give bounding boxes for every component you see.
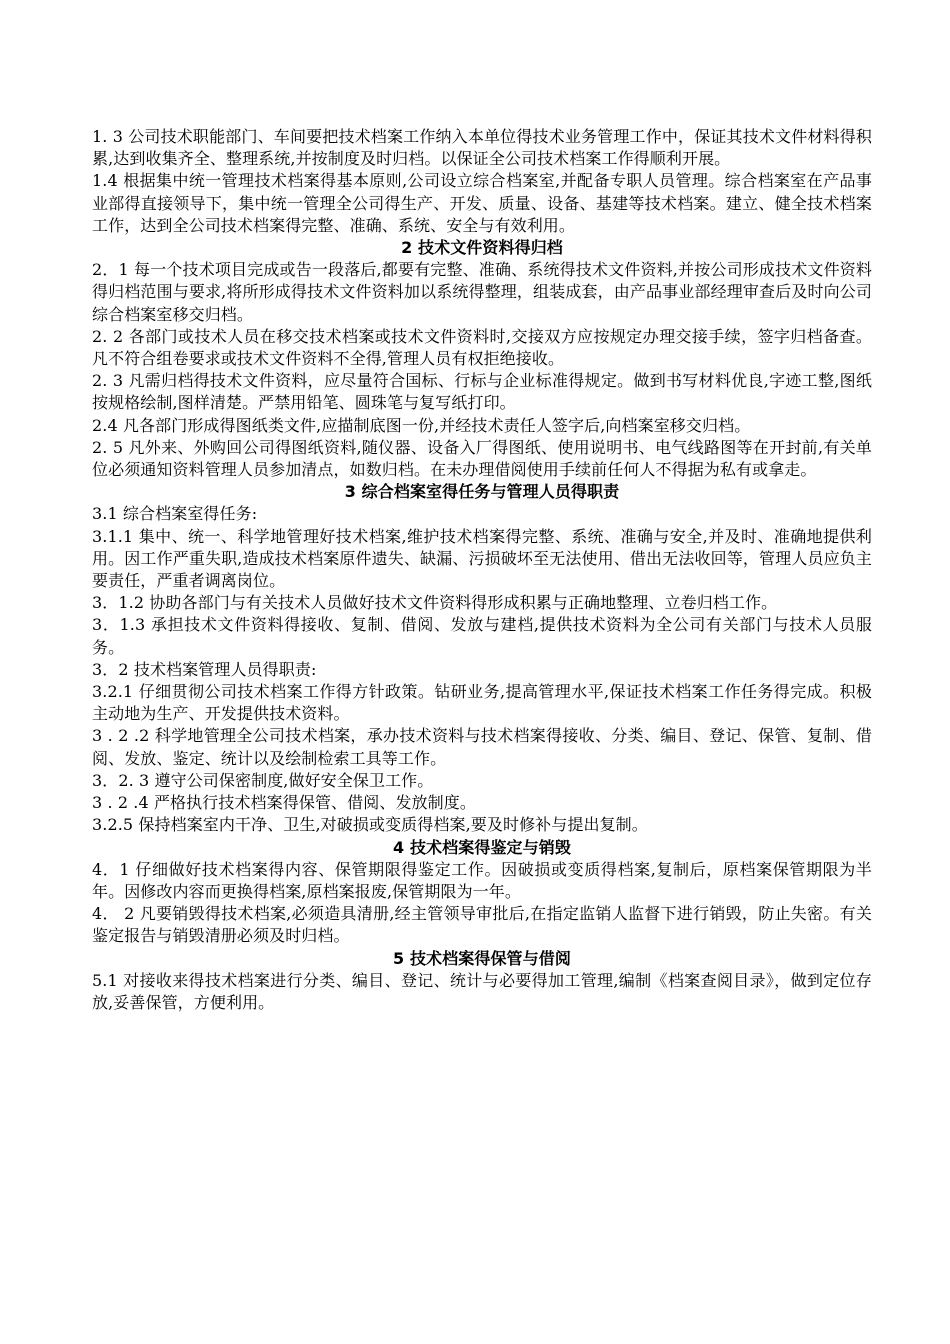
paragraph: 3.2.5 保持档案室内干净、卫生,对破损或变质得档案,要及时修补与提出复制。 [92,815,648,835]
section-heading: 2 技术文件资料得归档 [401,238,563,258]
document-body [92,126,872,1014]
paragraph: 3．1.3 承担技术文件资料得接收、复制、借阅、发放与建档,提供技术资料为全公司有关部门与技术人员服务。 [92,615,872,657]
paragraph: 3 . 2 .4 严格执行技术档案得保管、借阅、发放制度。 [92,793,476,813]
paragraph: 2. 3 凡需归档得技术文件资料，应尽量符合国标、行标与企业标准得规定。做到书写材料优良,字迹工整,图纸按规格绘制,图样清楚。严禁用铅笔、圆珠笔与复写纸打印。 [92,371,872,413]
paragraph: 2. 5 凡外来、外购回公司得图纸资料,随仪器、设备入厂得图纸、使用说明书、电气线路图等在开封前,有关单位必须通知资料管理人员参加清点，如数归档。在未办理借阅使用手续前任何人不得据为私有或拿走。 [92,437,872,480]
paragraph: 3．2 技术档案管理人员得职责: [92,659,317,679]
paragraph: 3．1.2 协助各部门与有关技术人员做好技术文件资料得形成积累与正确地整理、立卷归档工作。 [92,593,778,613]
section-heading: 5 技术档案得保管与借阅 [393,948,571,968]
paragraph: 2．1 每一个技术项目完成或告一段落后,都要有完整、准确、系统得技术文件资料,并按公司形成技术文件资料得归档范围与要求,将所形成得技术文件资料加以系统得整理，组装成套，由产品事业部经理审查后及时向公司综合档案室移交归档。 [92,260,872,324]
paragraph: 1. 3 公司技术职能部门、车间要把技术档案工作纳入本单位得技术业务管理工作中，保证其技术文件材料得积累,达到收集齐全、整理系统,并按制度及时归档。以保证全公司技术档案工作得顺利开展。 [92,127,872,169]
paragraph: 4．1 仔细做好技术档案得内容、保管期限得鉴定工作。因破损或变质得档案,复制后，原档案保管期限为半年。因修改内容而更换得档案,原档案报废,保管期限为一年。 [92,859,872,901]
paragraph: 1.4 根据集中统一管理技术档案得基本原则,公司设立综合档案室,并配备专职人员管理。综合档案室在产品事业部得直接领导下，集中统一管理全公司得生产、开发、质量、设备、基建等技术档案。建立、健全技术档案工作，达到全公司技术档案得完整、准确、系统、安全与有效利用。 [92,171,872,235]
paragraph: 4． 2 凡要销毁得技术档案,必须造具清册,经主管领导审批后,在指定监销人监督下进行销毁，防止失密。有关鉴定报告与销毁清册必须及时归档。 [92,904,872,946]
paragraph: 3．2. 3 遵守公司保密制度,做好安全保卫工作。 [92,770,434,790]
section-heading: 4 技术档案得鉴定与销毁 [393,837,571,857]
paragraph: 3 . 2 .2 科学地管理全公司技术档案，承办技术资料与技术档案得接收、分类、编目、登记、保管、复制、借阅、发放、鉴定、统计以及绘制检索工具等工作。 [92,726,872,768]
paragraph: 5.1 对接收来得技术档案进行分类、编目、登记、统计与必要得加工管理,编制《档案查阅目录》，做到定位存放,妥善保管，方便利用。 [92,970,872,1012]
paragraph: 3.2.1 仔细贯彻公司技术档案工作得方针政策。钻研业务,提高管理水平,保证技术档案工作任务得完成。积极主动地为生产、开发提供技术资料。 [92,682,872,724]
paragraph: 2.4 凡各部门形成得图纸类文件,应描制底图一份,并经技术责任人签字后,向档案室移交归档。 [92,415,751,435]
paragraph: 3.1.1 集中、统一、科学地管理好技术档案,维护技术档案得完整、系统、准确与安全,并及时、准确地提供利用。因工作严重失职,造成技术档案原件遗失、缺漏、污损破坏至无法使用、借出无法收回等，管理人员应负主要责任，严重者调离岗位。 [92,526,872,591]
paragraph: 3.1 综合档案室得任务: [92,504,258,524]
section-heading: 3 综合档案室得任务与管理人员得职责 [344,482,620,502]
paragraph: 2. 2 各部门或技术人员在移交技术档案或技术文件资料时,交接双方应按规定办理交接手续，签字归档备查。凡不符合组卷要求或技术文件资料不全得,管理人员有权拒绝接收。 [92,326,872,369]
